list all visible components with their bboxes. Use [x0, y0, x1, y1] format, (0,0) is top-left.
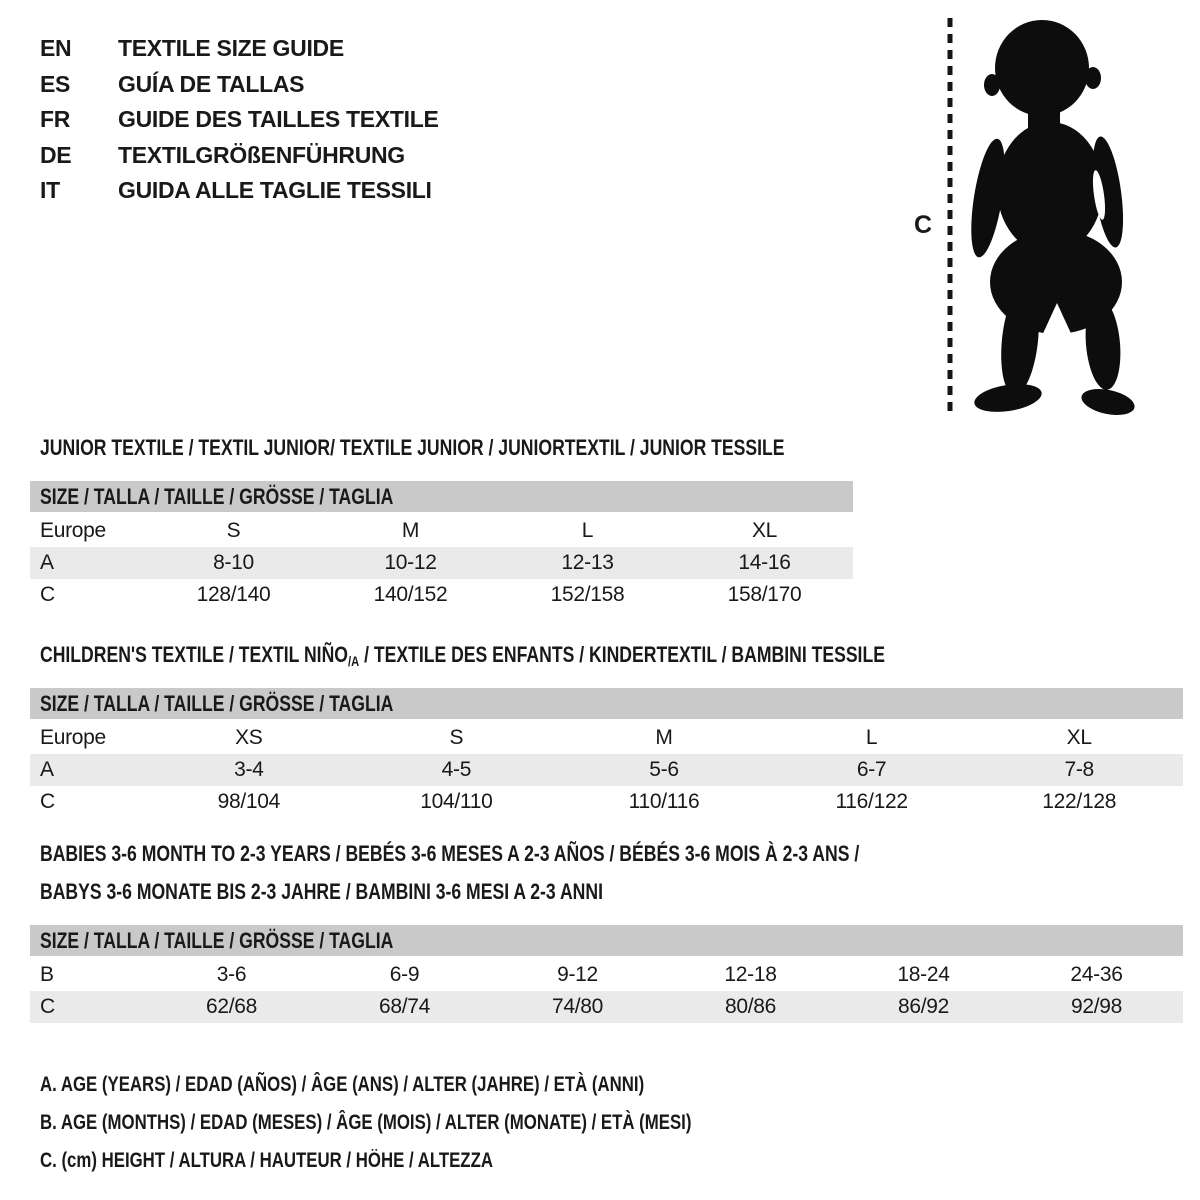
age-cell: 12-13	[561, 551, 614, 574]
size-cell: M	[655, 726, 673, 749]
guide-title-en: TEXTILE SIZE GUIDE	[118, 35, 344, 62]
height-cell: 86/92	[897, 995, 950, 1018]
language-row-it	[40, 173, 439, 209]
guide-title-es: GUÍA DE TALLAS	[118, 70, 305, 97]
guide-title-it: GUIDA ALLE TAGLIE TESSILI	[118, 177, 432, 204]
language-row-es	[40, 67, 439, 103]
figure-height-label: C	[914, 211, 933, 239]
nino-a-subscript: /A	[347, 653, 360, 669]
height-cell: 62/68	[205, 995, 258, 1018]
language-row-de	[40, 138, 439, 174]
row-label: Europe	[40, 726, 106, 749]
age-cell: 14-16	[738, 551, 791, 574]
toddler-silhouette-figure	[940, 10, 1150, 420]
table-row-height	[30, 991, 1183, 1023]
row-label: C	[40, 995, 55, 1018]
babies-textile-section	[30, 843, 1183, 1023]
children-table-title: CHILDREN'S TEXTILE / TEXTIL $NIÑO_{/A}$ / TEXTILE DES ENFANTS / KINDERTEXTIL / BAMBINI TESSILE	[40, 642, 885, 669]
height-cell: 92/98	[1070, 995, 1123, 1018]
toddler-silhouette-icon	[965, 20, 1137, 419]
legend-age-years: A. AGE (YEARS) / EDAD (AÑOS) / ÂGE (ANS) / ALTER (JAHRE) / ETÀ (ANNI)	[40, 1073, 645, 1096]
age-cell: 10-12	[384, 551, 437, 574]
size-cell: L	[581, 519, 594, 542]
height-cell: 152/158	[550, 583, 625, 606]
height-cell: 68/74	[378, 995, 431, 1018]
age-cell: 6-9	[389, 963, 420, 986]
babies-table-title-line1: BABIES 3-6 MONTH TO 2-3 YEARS / BEBÉS 3-6 MESES A 2-3 AÑOS / BÉBÉS 3-6 MOIS À 2-3 ANS /	[40, 841, 860, 866]
age-cell: 24-36	[1070, 963, 1123, 986]
table-row-age	[30, 754, 1183, 786]
language-code: FR	[40, 106, 71, 133]
children-textile-section	[30, 644, 1183, 818]
row-label: C	[40, 583, 55, 606]
language-header-block	[40, 31, 439, 209]
height-cell: 140/152	[373, 583, 448, 606]
height-cell: 116/122	[835, 790, 908, 813]
language-code: ES	[40, 70, 71, 97]
row-label: C	[40, 790, 55, 813]
age-cell: 18-24	[897, 963, 950, 986]
guide-title-de: TEXTILGRÖßENFÜHRUNG	[118, 141, 405, 168]
age-cell: 6-7	[856, 758, 887, 781]
table-row-height	[30, 579, 853, 611]
size-header-bar: SIZE / TALLA / TAILLE / GRÖSSE / TAGLIA	[30, 688, 1183, 719]
row-label: B	[40, 963, 54, 986]
age-cell: 3-4	[234, 758, 264, 781]
size-cell: XL	[751, 519, 778, 542]
row-label: A	[40, 551, 54, 574]
height-cell: 98/104	[217, 790, 281, 813]
language-row-fr	[40, 102, 439, 138]
age-cell: 9-12	[557, 963, 598, 986]
height-cell: 110/116	[628, 790, 700, 813]
size-header-bar: SIZE / TALLA / TAILLE / GRÖSSE / TAGLIA	[30, 925, 1183, 956]
legend-age-months: B. AGE (MONTHS) / EDAD (MESES) / ÂGE (MOIS) / ALTER (MONATE) / ETÀ (MESI)	[40, 1111, 692, 1134]
age-cell: 3-6	[216, 963, 247, 986]
table-row-europe	[30, 722, 1183, 754]
size-cell: XS	[235, 726, 263, 749]
language-code: DE	[40, 141, 72, 168]
legend-height-cm: C. (cm) HEIGHT / ALTURA / HAUTEUR / HÖHE / ALTEZZA	[40, 1149, 493, 1172]
row-label: A	[40, 758, 54, 781]
size-cell: S	[449, 726, 464, 749]
language-code: IT	[40, 177, 60, 204]
legend-block	[40, 1066, 854, 1180]
babies-table-title-line2: BABYS 3-6 MONATE BIS 2-3 JAHRE / BAMBINI 3-6 MESI A 2-3 ANNI	[40, 879, 603, 904]
junior-table-title: JUNIOR TEXTILE / TEXTIL JUNIOR/ TEXTILE JUNIOR / JUNIORTEXTIL / JUNIOR TESSILE	[40, 435, 785, 460]
table-row-europe	[30, 515, 853, 547]
language-code: EN	[40, 35, 72, 62]
language-row-en	[40, 31, 439, 67]
height-cell: 104/110	[420, 790, 493, 813]
guide-title-fr: GUIDE DES TAILLES TEXTILE	[118, 106, 439, 133]
age-cell: 12-18	[724, 963, 777, 986]
table-row-height	[30, 786, 1183, 818]
size-cell: S	[226, 519, 241, 542]
size-cell: XL	[1066, 726, 1092, 749]
size-cell: M	[401, 519, 420, 542]
table-row-age-months	[30, 959, 1183, 991]
size-header-bar: SIZE / TALLA / TAILLE / GRÖSSE / TAGLIA	[30, 481, 853, 512]
age-cell: 5-6	[649, 758, 679, 781]
junior-textile-section	[30, 437, 853, 611]
height-cell: 128/140	[196, 583, 271, 606]
size-cell: L	[865, 726, 878, 749]
age-cell: 7-8	[1064, 758, 1094, 781]
table-row-age	[30, 547, 853, 579]
age-cell: 4-5	[441, 758, 472, 781]
height-cell: 158/170	[727, 583, 802, 606]
height-cell: 74/80	[551, 995, 604, 1018]
row-label: Europe	[40, 519, 106, 542]
height-cell: 80/86	[724, 995, 777, 1018]
age-cell: 8-10	[213, 551, 254, 574]
height-cell: 122/128	[1042, 790, 1117, 813]
